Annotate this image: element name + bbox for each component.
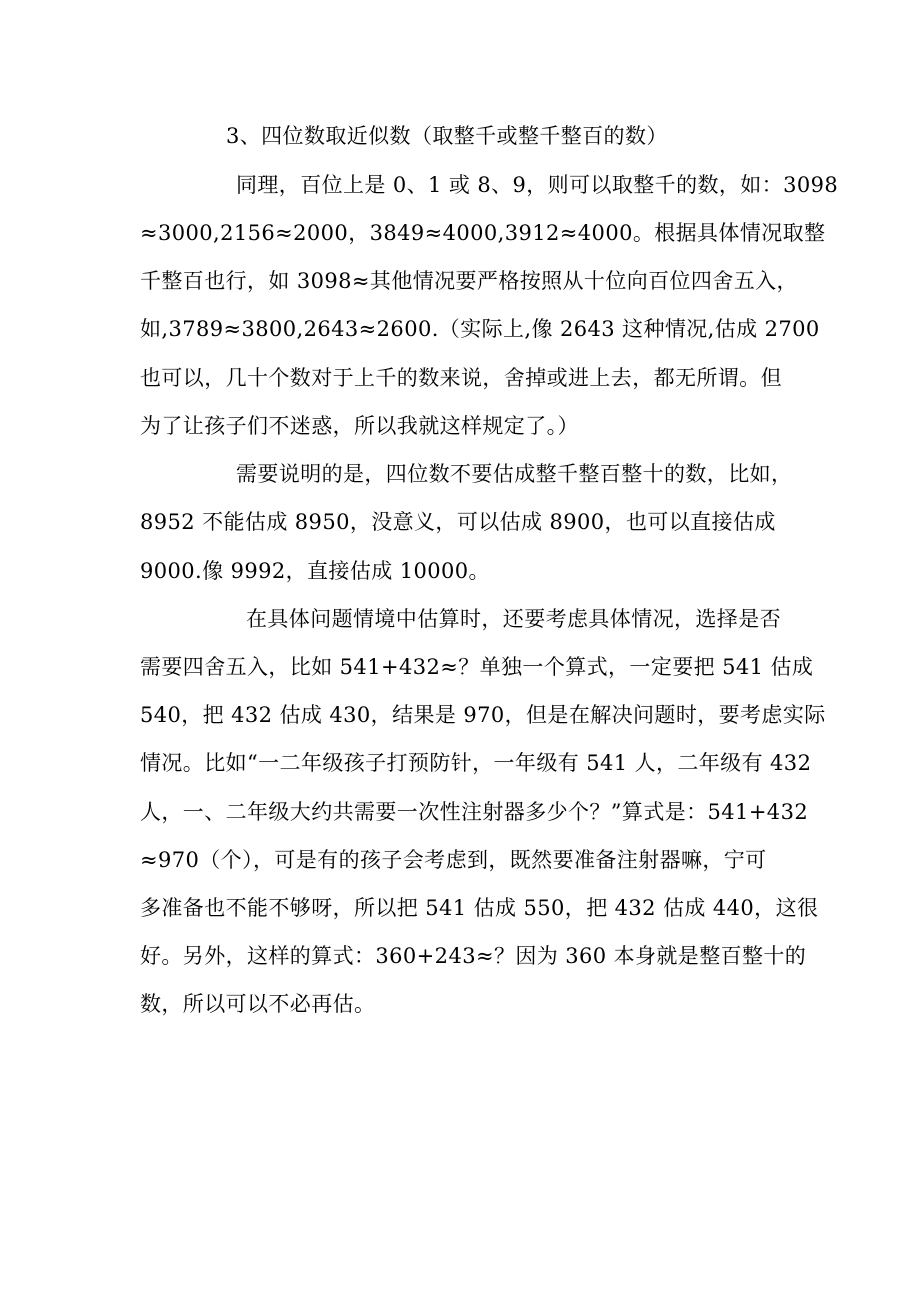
paragraph-line: 8952 不能估成 8950，没意义，可以估成 8900，也可以直接估成 bbox=[140, 510, 776, 534]
paragraph-line: ≈970（个），可是有的孩子会考虑到，既然要准备注射器嘛，宁可 bbox=[140, 848, 767, 872]
paragraph-line: 千整百也行，如 3098≈其他情况要严格按照从十位向百位四舍五入， bbox=[140, 269, 798, 293]
paragraph-line: 9000.像 9992，直接估成 10000。 bbox=[140, 559, 490, 583]
paragraph-line: ≈3000,2156≈2000，3849≈4000,3912≈4000。根据具体情况取整 bbox=[140, 221, 826, 245]
paragraph-line: 人，一、二年级大约共需要一次性注射器多少个？”算式是：541+432 bbox=[140, 800, 809, 824]
paragraph-line: 情况。比如“一二年级孩子打预防针，一年级有 541 人，二年级有 432 bbox=[140, 751, 812, 775]
section-heading: 3、四位数取近似数（取整千或整千整百的数） bbox=[226, 124, 668, 148]
paragraph-line: 如,3789≈3800,2643≈2600.（实际上,像 2643 这种情况,估成 2700 bbox=[140, 317, 820, 341]
paragraph-line: 在具体问题情境中估算时，还要考虑具体情况，选择是否 bbox=[246, 607, 781, 631]
paragraph-line: 多准备也不能不够呀，所以把 541 估成 550，把 432 估成 440，这很 bbox=[140, 896, 819, 920]
paragraph-line: 也可以，几十个数对于上千的数来说，舍掉或进上去，都无所谓。但 bbox=[140, 366, 782, 390]
paragraph-line: 需要说明的是，四位数不要估成整千整百整十的数，比如， bbox=[236, 462, 793, 486]
paragraph-line: 数，所以可以不必再估。 bbox=[140, 992, 376, 1016]
paragraph-line: 540，把 432 估成 430，结果是 970，但是在解决问题时，要考虑实际 bbox=[140, 703, 826, 727]
paragraph-line: 好。另外，这样的算式：360+243≈？因为 360 本身就是整百整十的 bbox=[140, 944, 807, 968]
paragraph-line: 需要四舍五入，比如 541+432≈？单独一个算式，一定要把 541 估成 bbox=[140, 655, 814, 679]
paragraph-line: 同理，百位上是 0、1 或 8、9，则可以取整千的数，如：3098 bbox=[236, 173, 839, 197]
paragraph-line: 为了让孩子们不迷惑，所以我就这样规定了。） bbox=[140, 414, 579, 438]
